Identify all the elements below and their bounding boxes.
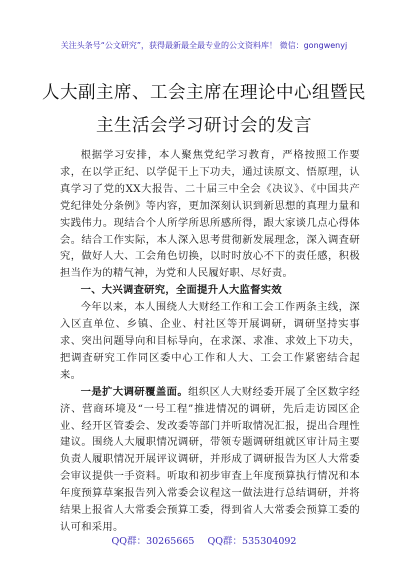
section-heading: 一、大兴调査研究，全面提升人大监督实效 [80,284,282,297]
promo-header: 关注头条号“公文研究”，获得最新最全最专业的公文资料库！ 微信：gongwenyj [60,41,348,50]
qq-group-1: QQ群：30265665 [111,536,195,547]
intro-paragraph: 根据学习安排，本人聚焦党纪学习教育，严格按照工作要求，在以学正纪、以学促干上下功夫，通过读原文、悟原理，认真学习了党的XX大报告、二十届三中全会《决议》、《中国共产党纪律处分条例》等内容，更加深刻认识到新思想的真理力量和实践伟力。现结合个人所学所思所感所得，跟大家谈几点心得体会。结合工作实际，本人深入思考贯彻新发展理念，深入调査研究，做好人大、工会角色切换，以时时放心不下的责任感，积极担当作为的精气神，为党和人民履好职、尽好责。 [60,149,360,280]
qq-group-2: QQ群：535304092 [207,536,297,547]
point-lead: 一是扩大调研覆盖面。 [80,385,189,398]
point-text: 组织区人大财经委开展了全区数字经济、营商环境及“一号工程”推进情况的调研，先后走访园区企业、经开区管委会、发改委等部门并听取情况汇报，提出合理性建议。围绕人大履职情况调研，带领专题调研组就区审计局主要负责人履职情况开展评议调研，并形成了调研报告为区人大常委会审议提供一手资料。听取和初步审査上年度预算执行情况和本年度预算草案报告列入常委会议程这一做法进行总结调研，并将结果上报省人大常委会预算工委，得到省人大常委会预算工委的认可和采用。 [60,385,360,533]
footer-contacts [0,533,408,547]
section-paragraph: 今年以来，本人围绕人大财经工作和工会工作两条主线，深入区直单位、乡镇、企业、村社区等开展调研，调研坚持实事求、突出问题导向和目标导向，在求深、求准、求效上下功夫，把调査研究工作同区委中心工作和人大、工会工作紧密结合起来。 [60,301,360,381]
document-body [60,147,360,536]
document-title-line2: 主生活会学习研讨会的发言 [96,116,312,136]
document-title-line1: 人大副主席、工会主席在理论中心组暨民 [42,83,366,103]
point-paragraph [60,384,360,536]
